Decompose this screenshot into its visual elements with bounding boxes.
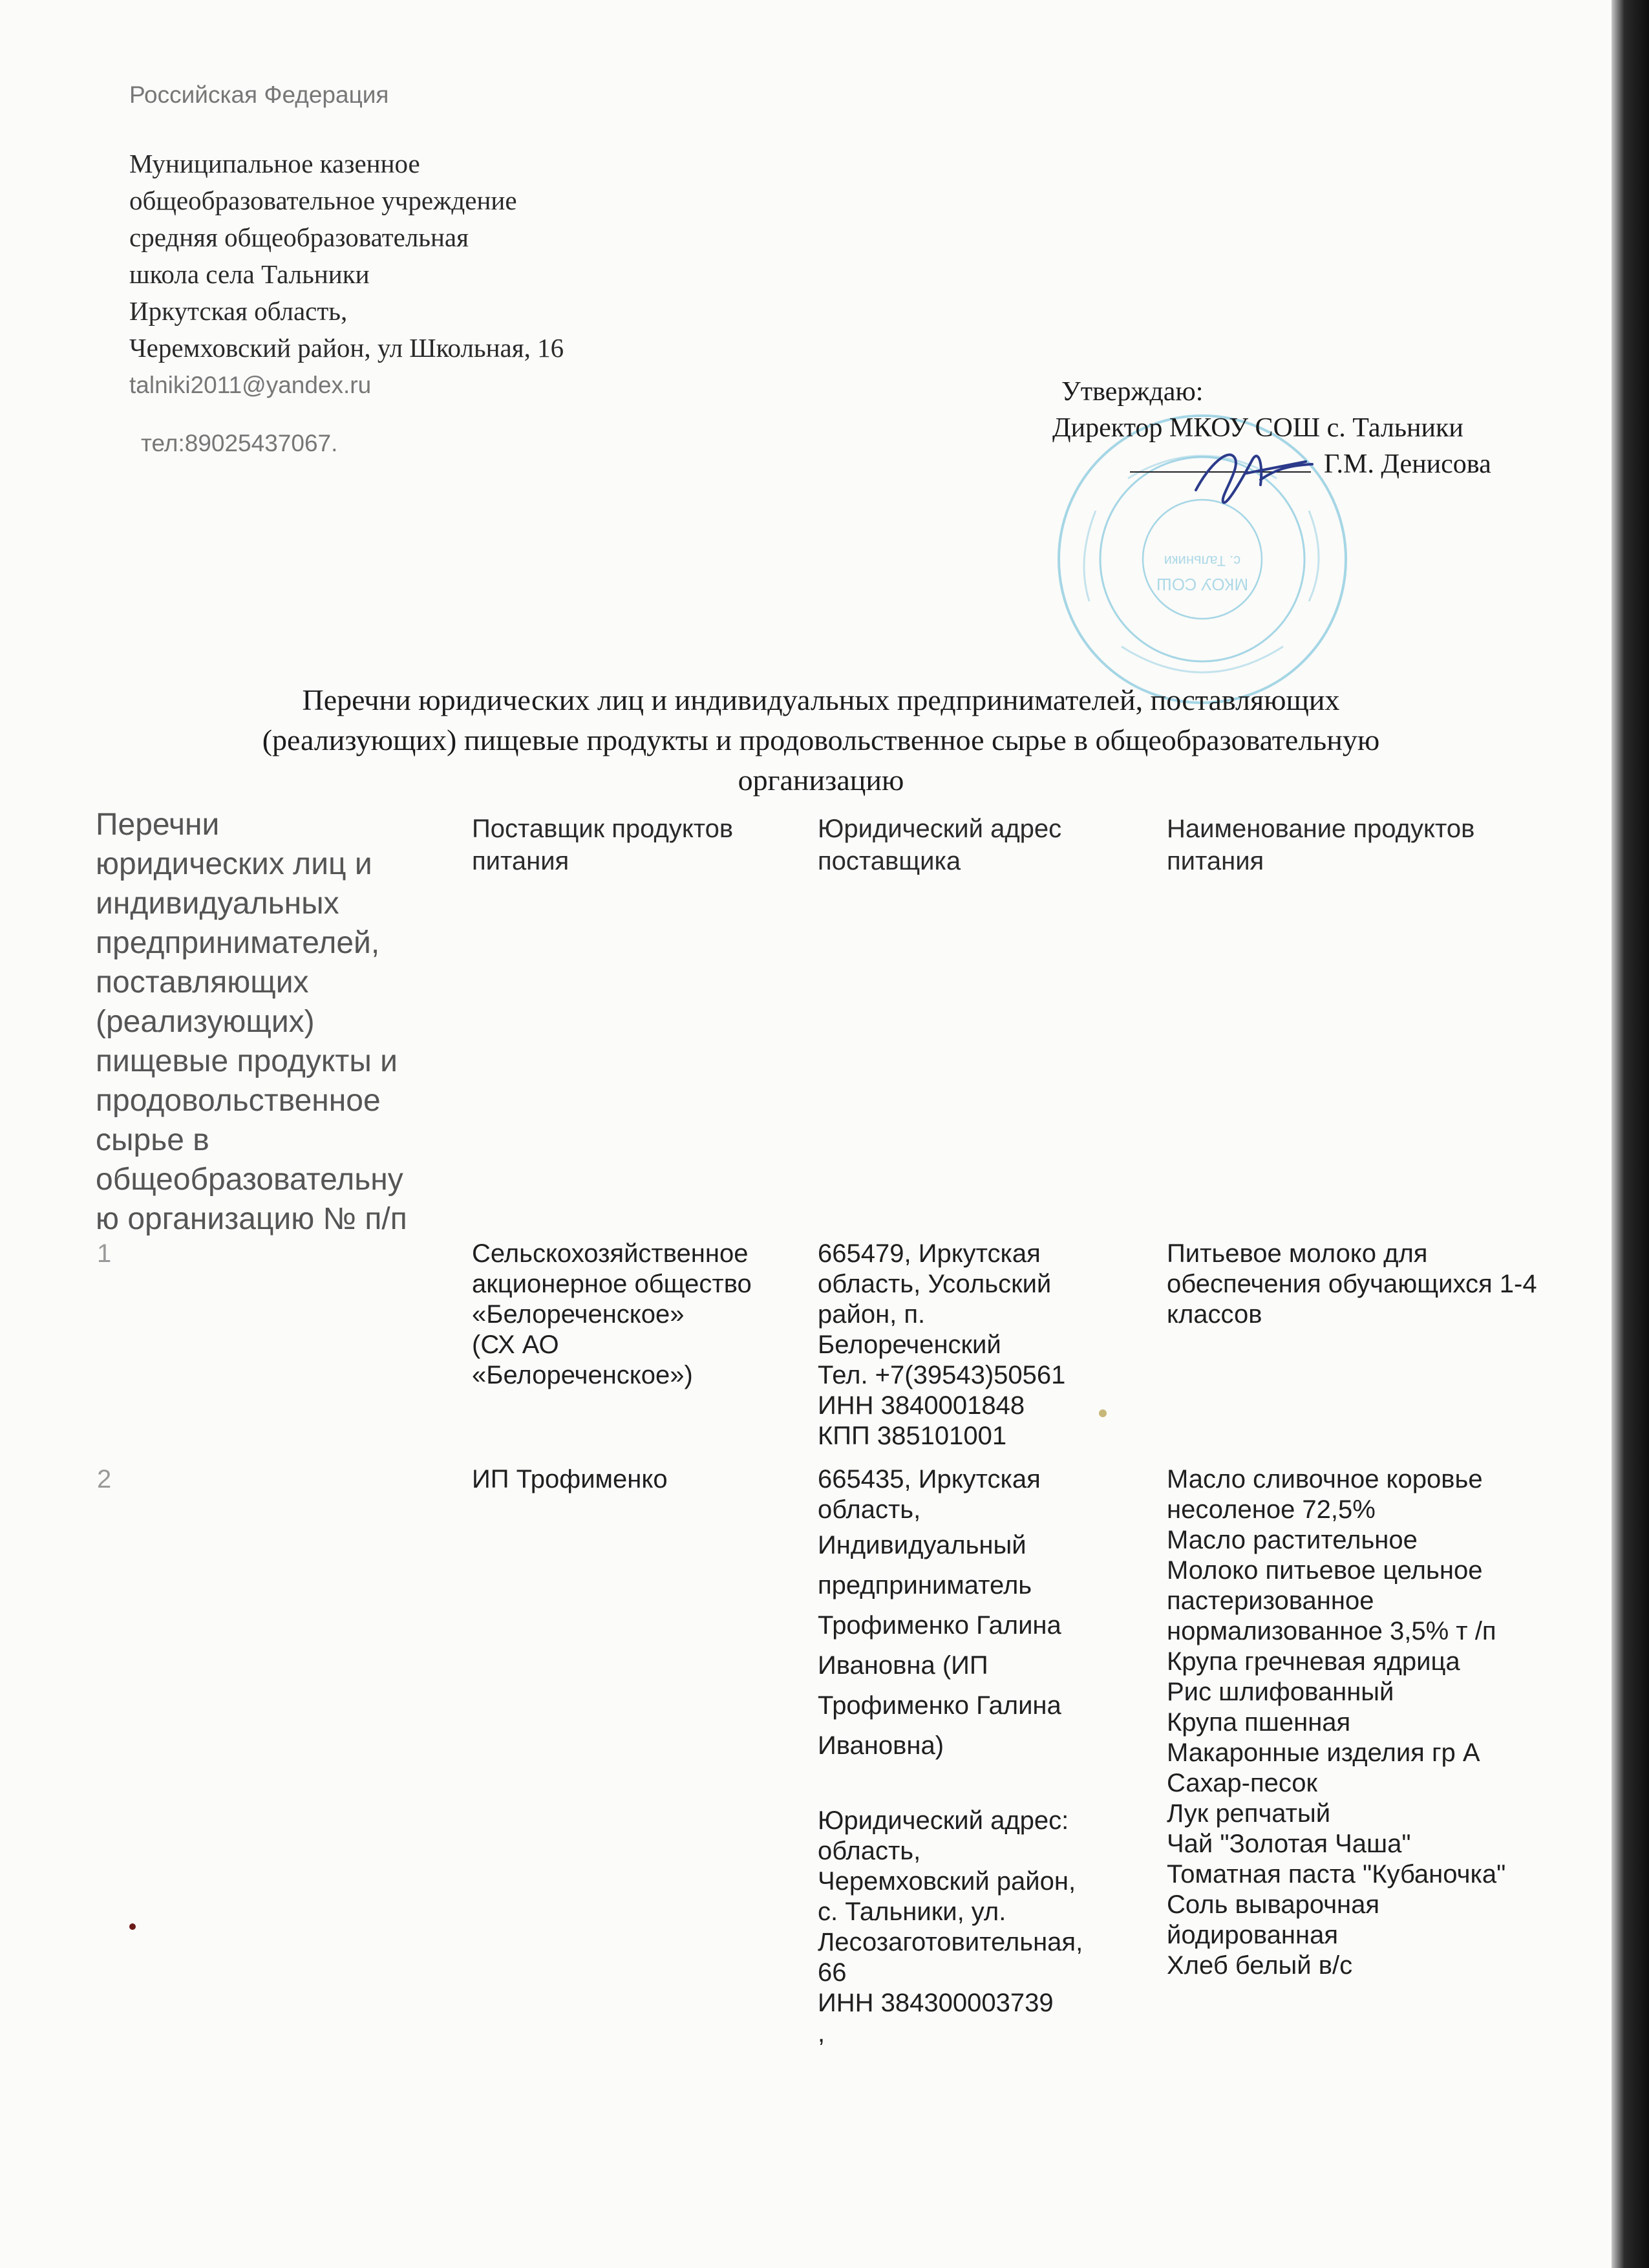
org-email: talniki2011@yandex.ru: [129, 372, 372, 398]
org-address-line: Черемховский район, ул Школьная, 16: [129, 333, 564, 363]
table-header-row: [90, 805, 1577, 1239]
title-line: (реализующих) пищевые продукты и продовольственное сырье в общеобразовательную: [262, 723, 1380, 756]
header-products-column: Наименование продуктов питания: [1167, 815, 1475, 875]
product-list: Масло сливочное коровье несоленое 72,5% Масло растительное Молоко питьевое цельное пастеризованное нормализованное 3,5% т /п Крупа гречневая ядрица Рис шлифованный Крупа пшенная Макаронные изделия гр А Сахар-песок Лук репчатый Чай "Золотая Чаша" Томатная паста "Кубаночка" Соль выварочная йодированная Хлеб белый в/с: [1167, 1465, 1506, 1980]
product-list: Питьевое молоко для обеспечения обучающихся 1-4 классов: [1167, 1239, 1537, 1329]
org-phone: тел:89025437067.: [141, 430, 338, 456]
supplier-name: Сельскохозяйственное акционерное общество «Белореченское» (СХ АО «Белореченское»): [472, 1239, 752, 1389]
document-title: [90, 680, 1551, 800]
org-name-line: школа села Тальники: [129, 259, 370, 289]
header-address-column: Юридический адрес поставщика: [818, 815, 1062, 875]
header-number-column: Перечни юридических лиц и индивидуальных предпринимателей, поставляющих (реализующих) пищевые продукты и продовольственное сырье в общеобразовательну ю организацию № п/п: [96, 808, 407, 1236]
supplier-address: 665479, Иркутская область, Усольский район, п. Белореченский Тел. +7(39543)50561 ИНН 3840001848 КПП 385101001: [818, 1239, 1066, 1450]
row-number: 2: [97, 1465, 112, 1493]
org-name-line: общеобразовательное учреждение: [129, 186, 517, 215]
scan-speck: [129, 1923, 136, 1930]
supplier-address: 665435, Иркутская область, Индивидуальный предприниматель Трофименко Галина Ивановна (ИП Трофименко Галина Ивановна) Юридический адрес: область, Черемховский район, с. Тальники, ул. Лесозаготовительная, 66 ИНН 384300003739 ,: [818, 1465, 1083, 2048]
title-line: Перечни юридических лиц и индивидуальных предпринимателей, поставляющих: [302, 683, 1340, 716]
director-position: Директор МКОУ СОШ с. Тальники: [1052, 413, 1463, 443]
scan-edge: [1612, 0, 1649, 2268]
org-address-line: Иркутская область,: [129, 296, 348, 326]
table-row: [90, 1464, 1577, 2062]
director-name: Г.М. Денисова: [1324, 449, 1491, 479]
suppliers-table: [90, 805, 1577, 2062]
header-supplier-column: Поставщик продуктов питания: [472, 815, 734, 875]
table-row: [90, 1239, 1577, 1464]
svg-text:с. Тальники: с. Тальники: [1164, 553, 1241, 569]
org-name-line: Муниципальное казенное: [129, 149, 420, 178]
organization-header: [129, 76, 564, 462]
title-line: организацию: [738, 764, 904, 797]
approval-label: Утверждаю:: [1061, 377, 1204, 407]
supplier-name: ИП Трофименко: [472, 1465, 668, 1493]
row-number: 1: [97, 1239, 112, 1268]
signature-icon: [1183, 440, 1319, 511]
scan-speck: [1099, 1409, 1107, 1417]
country-name: Российская Федерация: [129, 81, 389, 108]
org-name-line: средняя общеобразовательная: [129, 222, 469, 252]
svg-text:МКОУ СОШ: МКОУ СОШ: [1156, 575, 1249, 594]
